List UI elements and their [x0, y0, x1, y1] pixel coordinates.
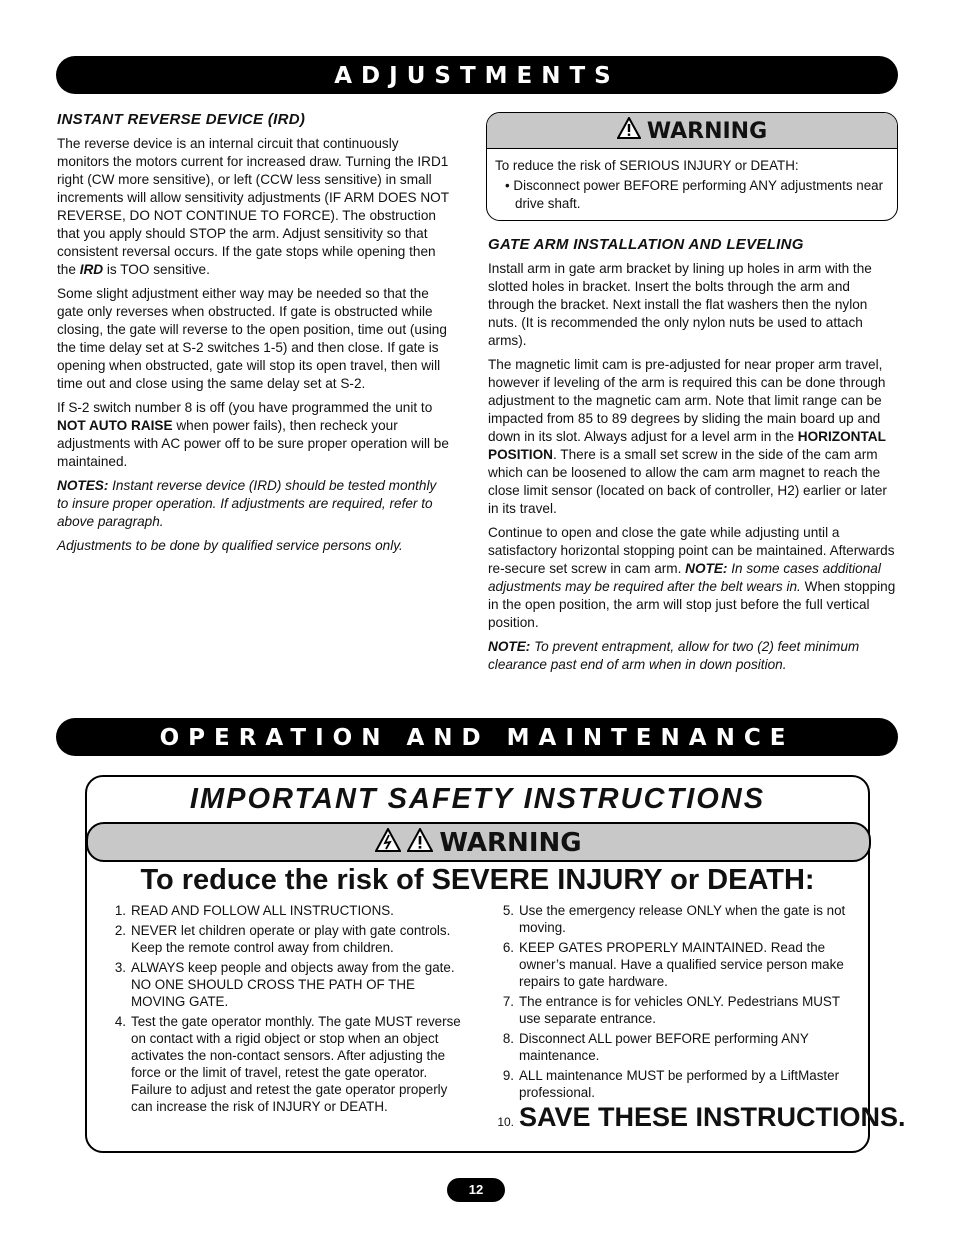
item-text: ALWAYS keep people and objects away from the gate. NO ONE SHOULD CROSS THE PATH OF THE MOVING GATE.	[131, 960, 455, 1009]
ird-paragraph-3	[57, 399, 450, 471]
warning-intro: To reduce the risk of SERIOUS INJURY or DEATH:	[495, 158, 799, 173]
gate-arm-p2-bold: HORIZONTAL POSITION	[488, 429, 886, 462]
warning-title: WARNING	[646, 119, 768, 144]
ird-heading: INSTANT REVERSE DEVICE (IRD)	[57, 111, 306, 128]
item-number: 8.	[502, 1031, 514, 1046]
warning-header	[487, 113, 897, 149]
ird-p1-end: is TOO sensitive.	[106, 262, 210, 277]
ird-final-note	[57, 537, 450, 555]
adjustment-warning-box	[486, 112, 898, 221]
ird-final-text: Adjustments to be done by qualified service persons only.	[57, 538, 403, 553]
save-number: 10.	[497, 1115, 514, 1129]
gate-arm-paragraph-3	[488, 524, 898, 632]
gate-arm-note-label: NOTE:	[488, 639, 531, 654]
safety-list-item	[492, 993, 852, 1027]
safety-list-item	[104, 922, 469, 956]
item-number: 1.	[114, 903, 126, 918]
warning-bullet-text: Disconnect power BEFORE performing ANY adjustments near drive shaft.	[513, 178, 884, 211]
safety-list-item	[104, 1013, 469, 1115]
gate-arm-p3-a: Continue to open and close the gate while adjusting until a satisfactory horizontal stopping point can be maintained. Afterwards re-secure set screw in cam arm.	[488, 525, 895, 576]
item-number: 3.	[114, 960, 126, 975]
warning-body	[487, 149, 897, 213]
safety-title: IMPORTANT SAFETY INSTRUCTIONS	[189, 783, 766, 815]
ird-section	[57, 111, 450, 561]
ird-p1-ird: IRD	[79, 262, 104, 277]
safety-list-item	[492, 939, 852, 990]
item-number: 6.	[502, 940, 514, 955]
item-text: Disconnect ALL power BEFORE performing ANY maintenance.	[519, 1031, 809, 1063]
safety-list-item	[104, 902, 469, 919]
save-text: SAVE THESE INSTRUCTIONS.	[519, 1102, 906, 1132]
ird-notes-text: Instant reverse device (IRD) should be tested monthly to insure proper operation. If adjustments are required, refer to above paragraph.	[57, 478, 437, 529]
warning-triangle-icon	[407, 825, 433, 863]
gate-arm-heading: GATE ARM INSTALLATION AND LEVELING	[488, 236, 804, 253]
gate-arm-paragraph-2	[488, 356, 898, 518]
gate-arm-note-text: To prevent entrapment, allow for two (2) feet minimum clearance past end of arm when in down position.	[488, 639, 860, 672]
gate-arm-p3-note: In some cases additional adjustments may be required after the belt wears in.	[488, 561, 881, 594]
safety-list-item	[104, 959, 469, 1010]
warning-bullet: • Disconnect power BEFORE performing ANY adjustments near drive shaft.	[505, 178, 884, 211]
warning-triangle-icon	[617, 114, 641, 151]
safety-list-right	[492, 902, 852, 1104]
safety-subtitle: To reduce the risk of SEVERE INJURY or DEATH:	[140, 864, 815, 896]
safety-warning-label: WARNING	[439, 828, 582, 858]
safety-list-left	[104, 902, 469, 1118]
item-number: 7.	[502, 994, 514, 1009]
safety-list-item	[492, 1067, 852, 1101]
safety-list-item	[492, 1030, 852, 1064]
item-text: Test the gate operator monthly. The gate MUST reverse on contact with a rigid object or stop when an object activates the non-contact sensors. After adjusting the force or the limit of travel, retest the gate operator. Failure to adjust and retest the gate operator properly can increase the risk of INJURY or DEATH.	[131, 1014, 461, 1114]
gate-arm-p2-a: The magnetic limit cam is pre-adjusted for near proper arm travel, however if leveling of the arm is required this can be done through adjustment to the magnetic cam arm. Note that limit range can be impacted from 85 to 89 degrees by sliding the main board up and down in its slot. Always adjust for a level arm in the	[488, 357, 886, 444]
item-number: 5.	[502, 903, 514, 918]
item-text: READ AND FOLLOW ALL INSTRUCTIONS.	[131, 903, 394, 918]
electric-hazard-icon	[375, 825, 401, 863]
item-text: KEEP GATES PROPERLY MAINTAINED. Read the owner’s manual. Have a qualified service person make repairs to gate hardware.	[519, 940, 844, 989]
gate-arm-section	[488, 236, 898, 680]
ird-notes-label: NOTES:	[57, 478, 109, 493]
item-text: ALL maintenance MUST be performed by a LiftMaster professional.	[519, 1068, 840, 1100]
operation-banner: OPERATION AND MAINTENANCE	[56, 718, 898, 756]
save-instructions	[492, 1102, 906, 1133]
safety-list-item	[492, 902, 852, 936]
item-text: NEVER let children operate or play with gate controls. Keep the remote control away from children.	[131, 923, 451, 955]
ird-notes	[57, 477, 450, 531]
gate-arm-note	[488, 638, 898, 674]
safety-warning-header	[86, 822, 871, 862]
item-number: 4.	[114, 1014, 126, 1029]
page-number: 12	[447, 1178, 505, 1202]
gate-arm-p2-b: . There is a small set screw in the side of the cam arm which can be loosened to allow the cam arm magnet to reach the close limit sensor (located on back of controller, H2) earlier or later in its travel.	[488, 447, 887, 516]
adjustments-banner: ADJUSTMENTS	[56, 56, 898, 94]
gate-arm-p3-note-label: NOTE:	[685, 561, 728, 576]
ird-p3-a: If S-2 switch number 8 is off (you have programmed the unit to	[57, 400, 433, 415]
item-number: 9.	[502, 1068, 514, 1083]
gate-arm-paragraph-1: Install arm in gate arm bracket by lining up holes in arm with the slotted holes in bracket. Insert the bolts through the arm and through the bracket. Next install the flat washers then the nylon nuts. (It is recommended the only nylon nuts be used to attach arms).	[488, 261, 872, 348]
ird-p3-b: when power fails), then recheck your adjustments with AC power off to be sure proper operation will be maintained.	[57, 418, 449, 469]
ird-paragraph-2: Some slight adjustment either way may be needed so that the gate only reverses when obstructed. If gate is obstructed while closing, the gate will reverse to the open position, time out (using the time delay set at S-2 switches 1-5) and then close. If gate is opening when obstructed, gate will stop its open travel, then will time out and close using the same delay set at S-2.	[57, 286, 447, 391]
item-text: Use the emergency release ONLY when the gate is not moving.	[519, 903, 846, 935]
gate-arm-p3-b: When stopping in the open position, the arm will stop just before the full vertical position.	[488, 579, 896, 630]
item-text: The entrance is for vehicles ONLY. Pedestrians MUST use separate entrance.	[519, 994, 840, 1026]
ird-p1-main: The reverse device is an internal circuit that continuously monitors the motors current for increased draw. Turning the IRD1 right (CW more sensitive), or left (CCW less sensitive) in small increments will allow sensitivity adjustments (IF ARM DOES NOT REVERSE, DO NOT CONTINUE TO FORCE). The obstruction that you apply should STOP the arm. Adjust sensitivity so that consistent reversal occurs. If the gate stops while opening then the	[57, 136, 449, 277]
item-number: 2.	[114, 923, 126, 938]
ird-paragraph-1	[57, 135, 450, 279]
ird-p3-bold: NOT AUTO RAISE	[57, 418, 173, 433]
